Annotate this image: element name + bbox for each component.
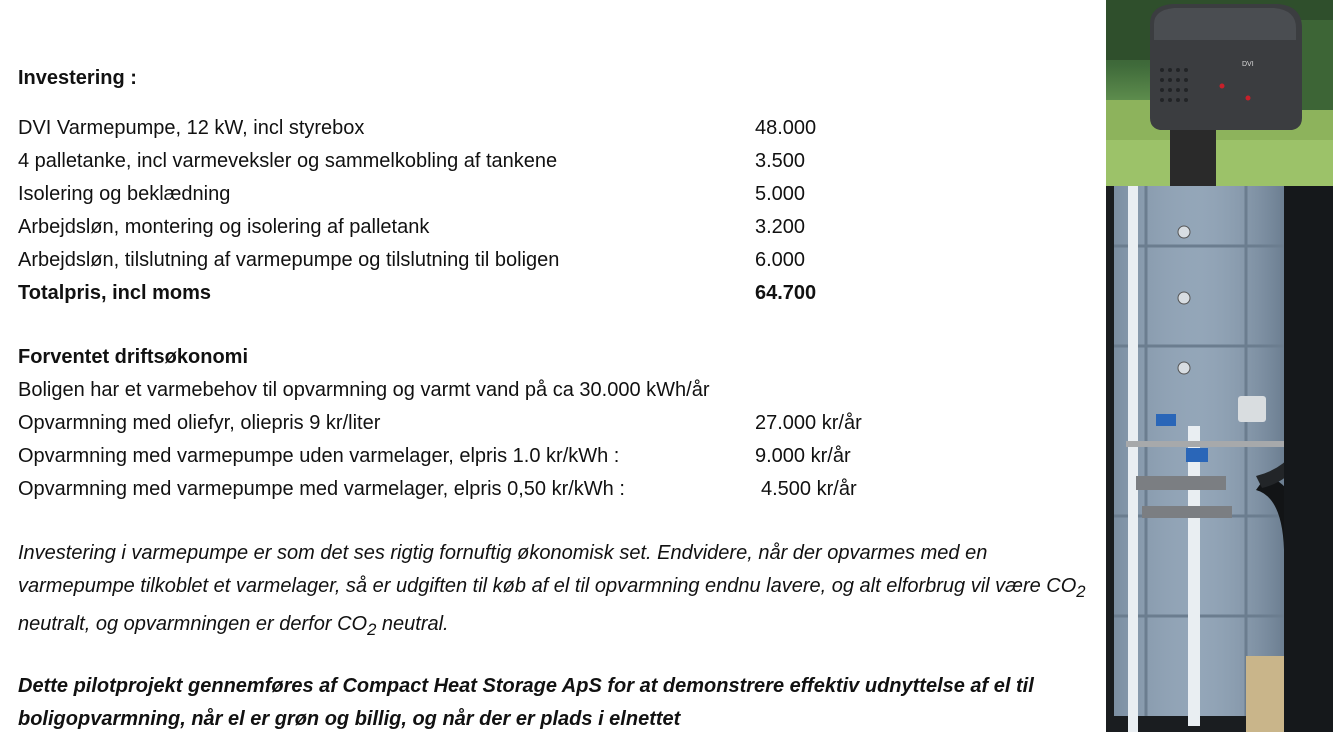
- conclusion-text: Investering i varmepumpe er som det ses rigtig fornuftig økonomisk set. Endvidere, når der opvarmes med en varmepumpe tilkoblet et varmelager, så er udgiften til køb af el til opvarmning endnu lavere, og alt elforbrug vil være CO: [18, 542, 1077, 597]
- operations-row-value: 9.000 kr/år: [755, 445, 851, 467]
- operations-intro: Boligen har et varmebehov til opvarmning og varmt vand på ca 30.000 kWh/år: [18, 379, 710, 401]
- investment-item-value: 6.000: [755, 249, 806, 271]
- investment-item-label: Arbejdsløn, tilslutning af varmepumpe og tilslutning til boligen: [18, 249, 560, 271]
- conclusion-paragraph: [18, 537, 1093, 646]
- investment-item-value: 48.000: [755, 117, 817, 139]
- investment-item-label: Arbejdsløn, montering og isolering af palletank: [18, 216, 430, 238]
- operations-row-label: Opvarmning med varmepumpe med varmelager, elpris 0,50 kr/kWh :: [18, 478, 625, 500]
- brand-mark: DVI: [1242, 61, 1254, 68]
- investment-heading: Investering :: [18, 67, 137, 89]
- co2-subscript: 2: [367, 620, 377, 639]
- total-price-value: 64.700: [755, 282, 817, 304]
- heat-pump-illustration: [1106, 0, 1333, 186]
- investment-item-label: 4 palletanke, incl varmeveksler og sammelkobling af tankene: [18, 150, 558, 172]
- conclusion-text: neutral.: [376, 613, 449, 635]
- storage-tank-photo: [1106, 186, 1333, 732]
- total-price-label: Totalpris, incl moms: [18, 282, 211, 304]
- operations-row-value: 27.000 kr/år: [755, 412, 862, 434]
- investment-item-value: 3.500: [755, 150, 806, 172]
- investment-item-label: DVI Varmepumpe, 12 kW, incl styrebox: [18, 117, 365, 139]
- co2-subscript: 2: [1076, 582, 1086, 601]
- heat-pump-photo: [1106, 0, 1333, 186]
- operations-heading: Forventet driftsøkonomi: [18, 346, 249, 368]
- investment-item-value: 5.000: [755, 183, 806, 205]
- operations-row-value: 4.500 kr/år: [761, 478, 857, 500]
- conclusion-text: neutralt, og opvarmningen er derfor CO: [18, 613, 368, 635]
- document-body: [18, 0, 1098, 750]
- investment-item-value: 3.200: [755, 216, 806, 238]
- pallet-tank-illustration: [1106, 186, 1333, 732]
- pilot-paragraph: Dette pilotprojekt gennemføres af Compact Heat Storage ApS for at demonstrere effektiv udnyttelse af el til boligopvarmning, når el er grøn og billig, og når der er plads i elnettet: [18, 675, 1034, 730]
- investment-item-label: Isolering og beklædning: [18, 183, 231, 205]
- operations-row-label: Opvarmning med oliefyr, oliepris 9 kr/liter: [18, 412, 381, 434]
- operations-row-label: Opvarmning med varmepumpe uden varmelager, elpris 1.0 kr/kWh :: [18, 445, 620, 467]
